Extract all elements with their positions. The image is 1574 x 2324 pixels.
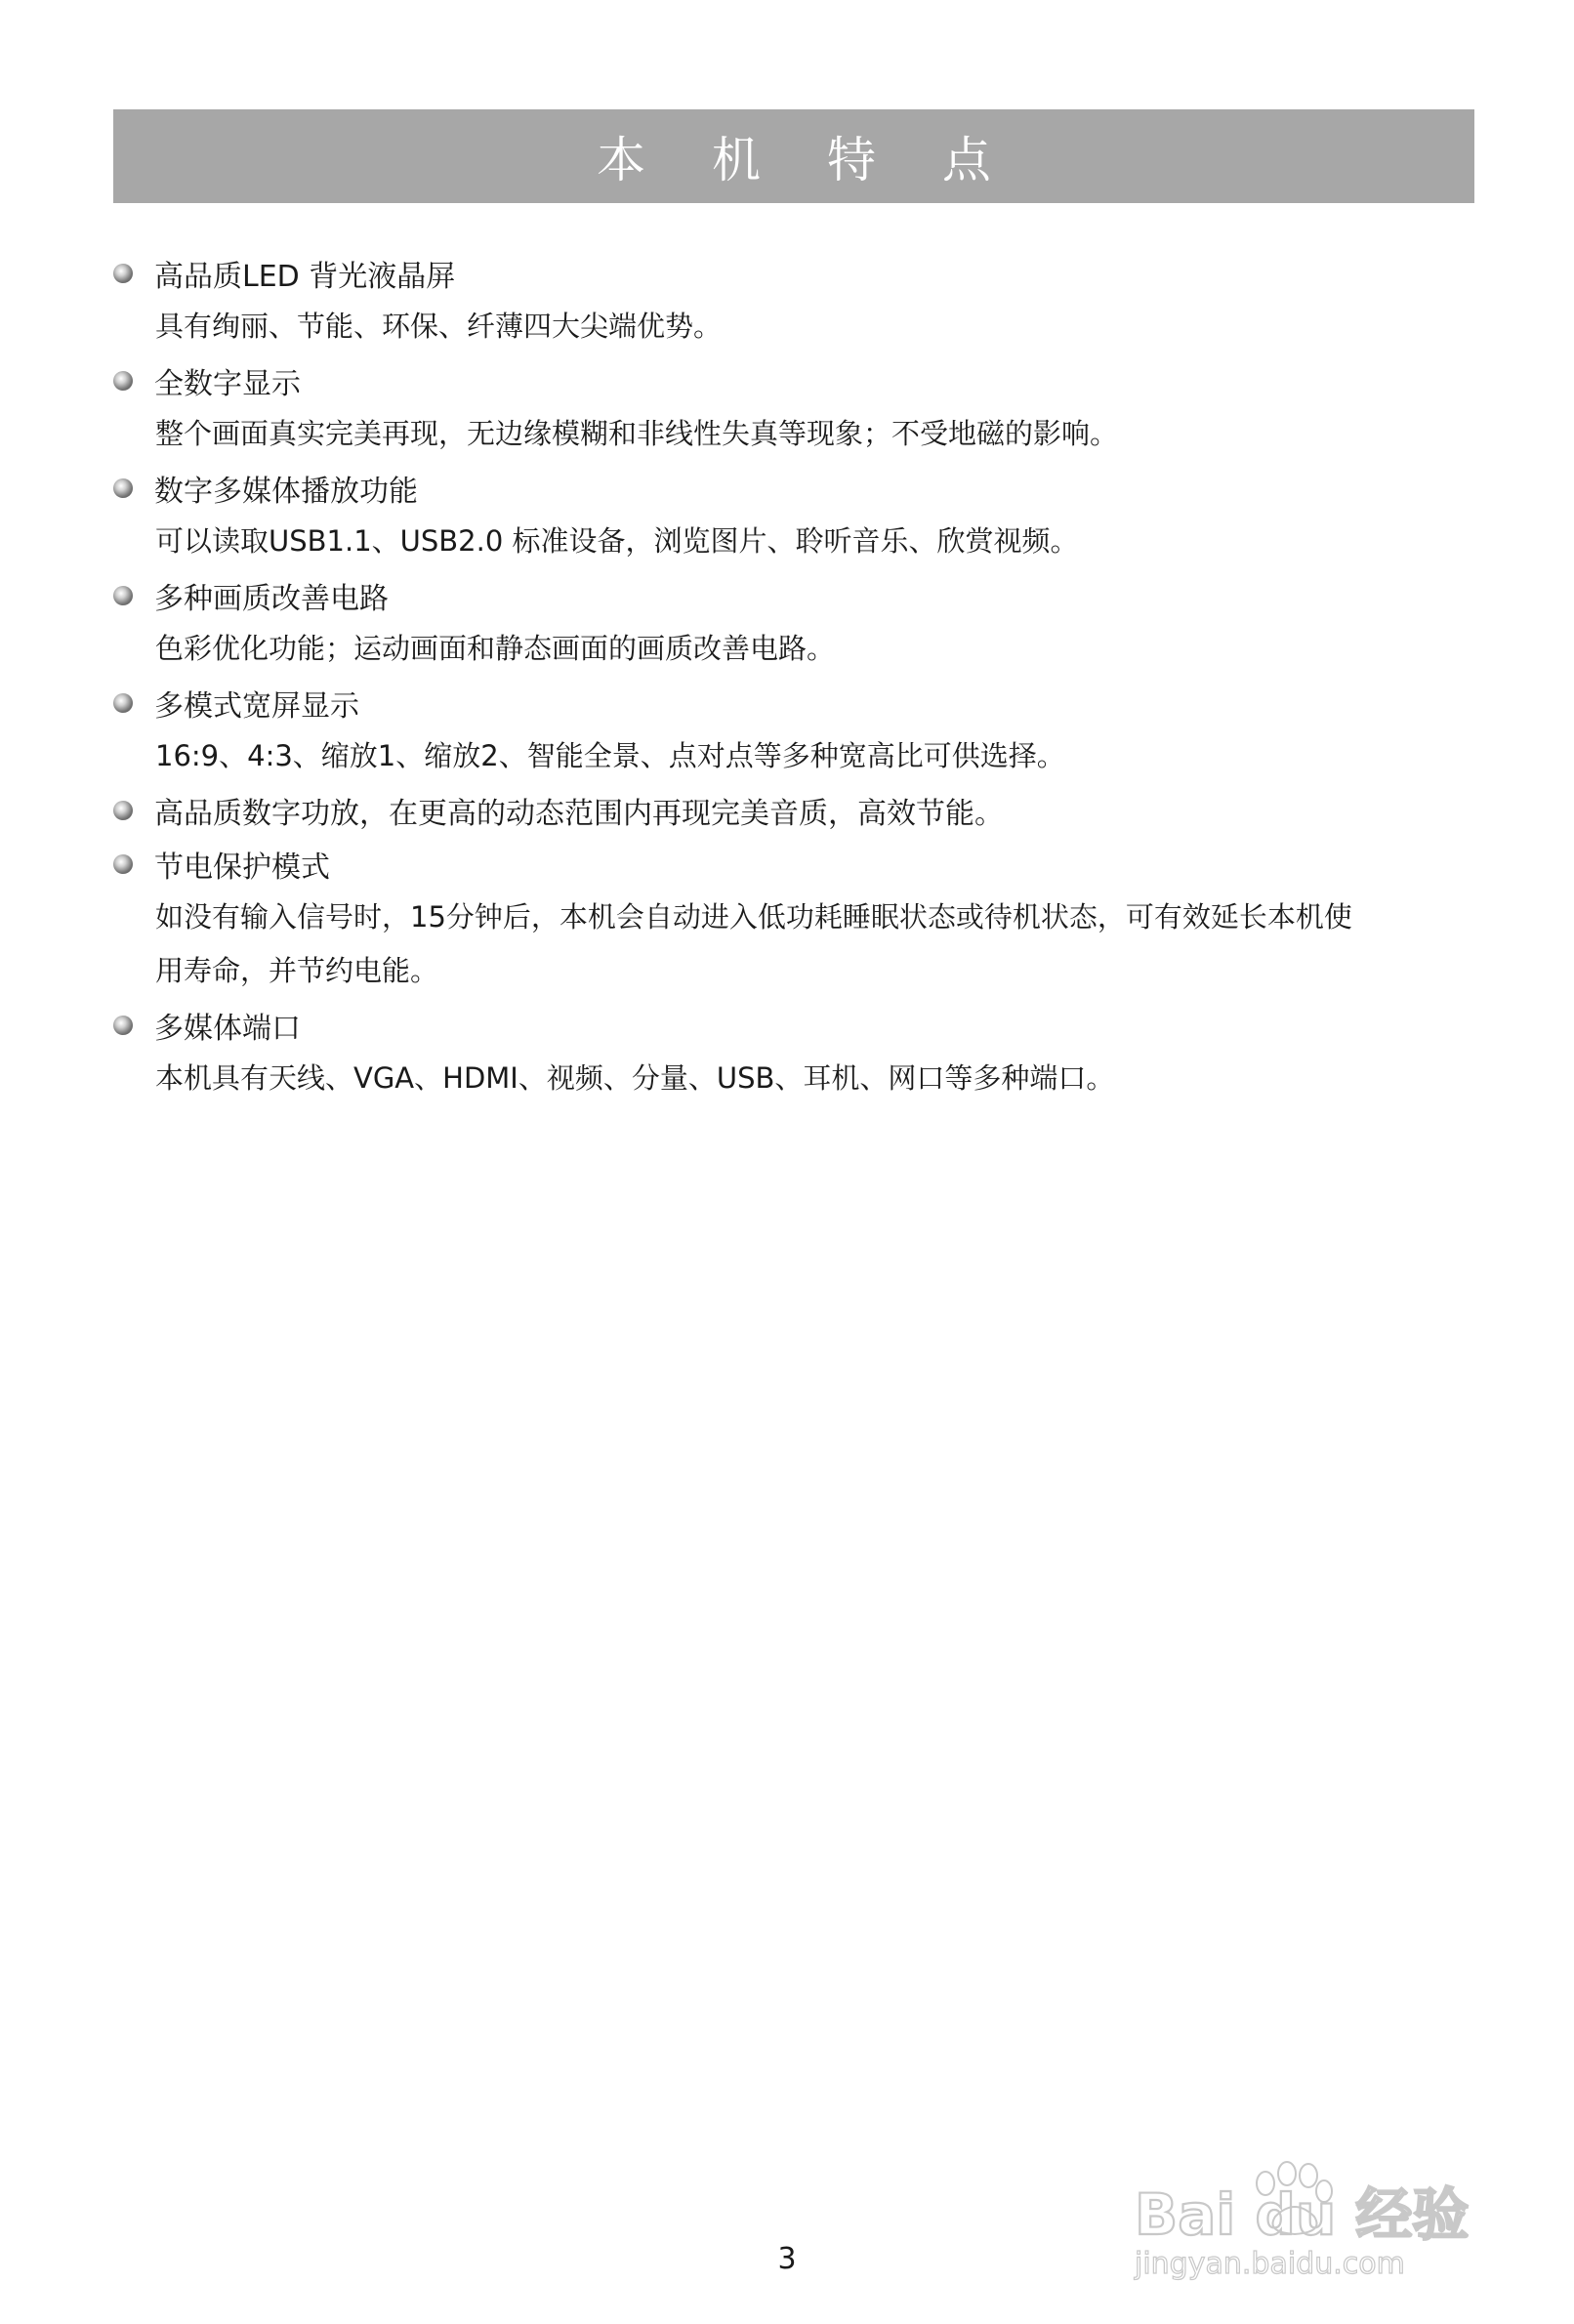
feature-description: 整个画面真实完美再现，无边缘模糊和非线性失真等现象；不受地磁的影响。: [155, 417, 1119, 450]
feature-item: [113, 676, 1474, 783]
bullet-icon: [113, 478, 133, 498]
bullet-icon: [113, 854, 133, 874]
bullet-icon: [113, 264, 133, 283]
feature-heading: 多模式宽屏显示: [154, 688, 359, 724]
feature-heading: 节电保护模式: [154, 850, 330, 885]
feature-heading: 全数字显示: [154, 366, 301, 401]
feature-description: 16:9、4:3、缩放1、缩放2、智能全景、点对点等多种宽高比可供选择。: [155, 739, 1065, 772]
title-bar: [113, 109, 1474, 203]
bullet-icon: [113, 371, 133, 391]
feature-item: [113, 461, 1474, 568]
feature-heading: 高品质数字功放，在更高的动态范围内再现完美音质，高效节能。: [154, 796, 1004, 831]
bullet-icon: [113, 693, 133, 713]
feature-description: 色彩优化功能；运动画面和静态画面的画质改善电路。: [155, 632, 836, 665]
feature-item: [113, 568, 1474, 676]
bullet-icon: [113, 586, 133, 605]
feature-heading: 数字多媒体播放功能: [154, 474, 418, 509]
page-number: 3: [777, 2242, 797, 2276]
feature-description: 本机具有天线、VGA、HDMI、视频、分量、USB、耳机、网口等多种端口。: [155, 1061, 1115, 1095]
feature-item: [113, 783, 1474, 837]
feature-item: [113, 998, 1474, 1105]
watermark-logo-text: Bai du 经验: [1135, 2181, 1470, 2248]
watermark-url: jingyan.baidu.com: [1135, 2247, 1405, 2281]
bullet-icon: [113, 801, 133, 820]
bullet-icon: [113, 1016, 133, 1035]
feature-description: 如没有输入信号时，15分钟后，本机会自动进入低功耗睡眠状态或待机状态，可有效延长本机使 用寿命，并节约电能。: [155, 900, 1352, 987]
feature-heading: 多媒体端口: [154, 1011, 301, 1046]
feature-heading: 多种画质改善电路: [154, 581, 389, 616]
feature-description: 可以读取USB1.1、USB2.0 标准设备，浏览图片、聆听音乐、欣赏视频。: [155, 524, 1079, 558]
feature-list: [113, 246, 1474, 1105]
page-title: 本 机 特 点: [597, 132, 1016, 188]
feature-description: 具有绚丽、节能、环保、纤薄四大尖端优势。: [155, 310, 723, 343]
feature-item: [113, 837, 1474, 998]
feature-item: [113, 353, 1474, 461]
feature-item: [113, 246, 1474, 353]
feature-heading: 高品质LED 背光液晶屏: [154, 259, 456, 294]
